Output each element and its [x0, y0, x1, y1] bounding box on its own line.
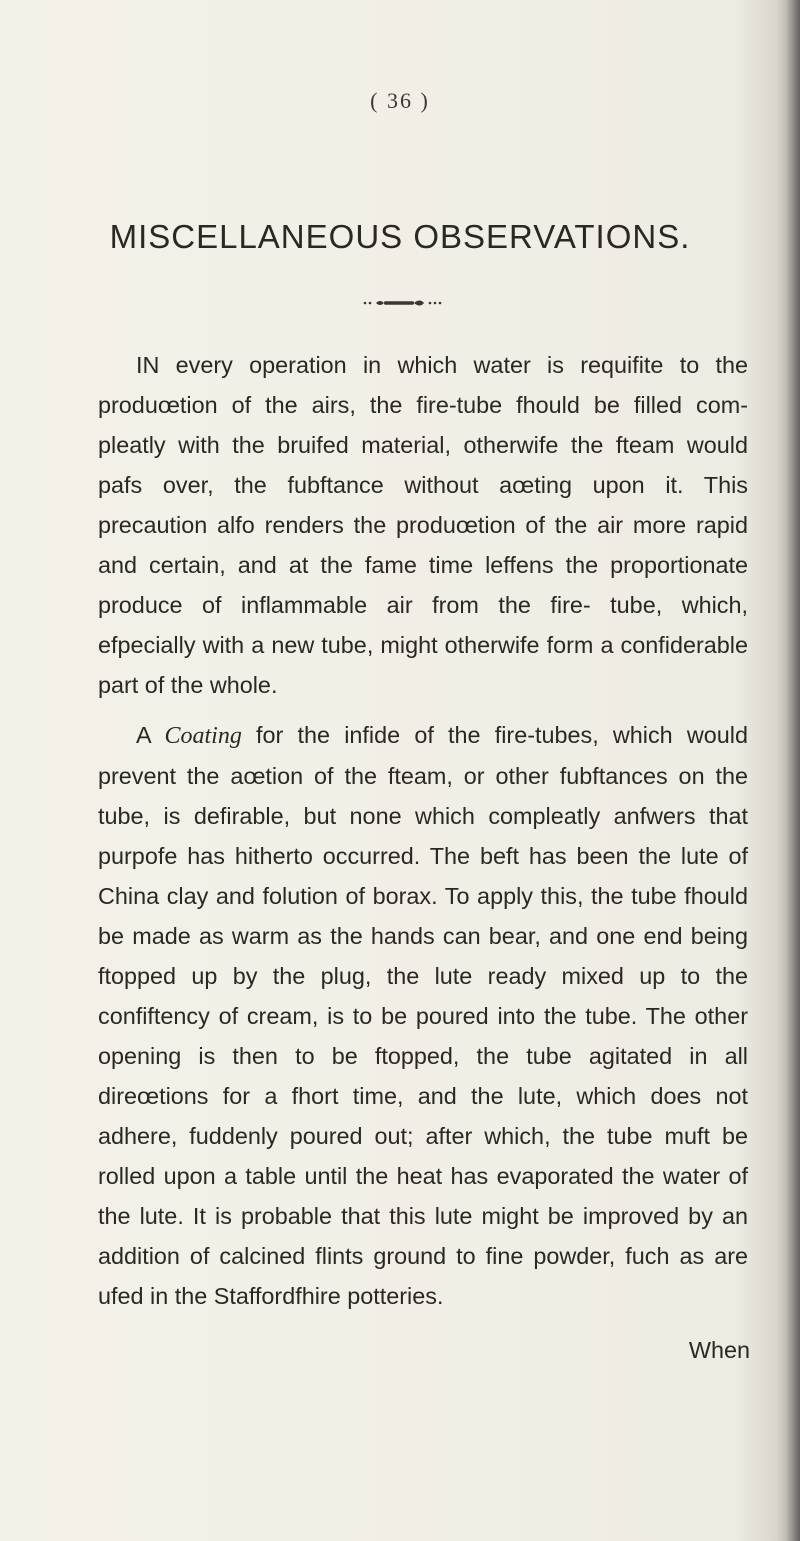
section-heading: MISCELLANEOUS OBSERVATIONS.	[109, 218, 691, 255]
paragraph	[98, 715, 748, 1316]
paragraph-lead: A	[136, 722, 165, 748]
paragraph-body: for the infide of the fire-tubes, which would prevent the aœtion of the fteam, or other fubftances on the tube, is defirable, but none which compleatly anfwers that purpofe has hitherto occurred. The beft has been the lute of China clay and folution of borax. To apply this, the tube fhould be made as warm as the hands can bear, and one end being ftopped up by the plug, the lute ready mixed up to the confiftency of cream, is to be poured into the tube. The other opening is then to be ftopped, the tube agitated in all direœtions for a fhort time, and the lute, which does not adhere, fuddenly poured out; after which, the tube muft be rolled upon a table until the heat has evaporated the water of the lute. It is probable that this lute might be improved by an addition of calcined flints ground to fine powder, fuch as are ufed in the Staffordfhire potteries.	[98, 722, 748, 1309]
paragraph-lead-italic: Coating	[164, 723, 242, 749]
body-text	[98, 345, 748, 1316]
paragraph: IN every operation in which water is requifite to the produœtion of the airs, the fire-tube fhould be filled com- pleatly with the bruifed material, otherwife the fteam would pafs over, the fubftance without aœting upon it. This precaution alfo renders the produœtion of the air more rapid and certain, and at the fame time leffens the proportionate produce of inflammable air from the fire- tube, which, efpecially with a new tube, might otherwife form a confiderable part of the whole.	[98, 352, 748, 698]
catchword: When	[688, 1337, 750, 1363]
page-number: ( 36 )	[370, 88, 430, 113]
printer-ornament-icon	[362, 298, 444, 308]
